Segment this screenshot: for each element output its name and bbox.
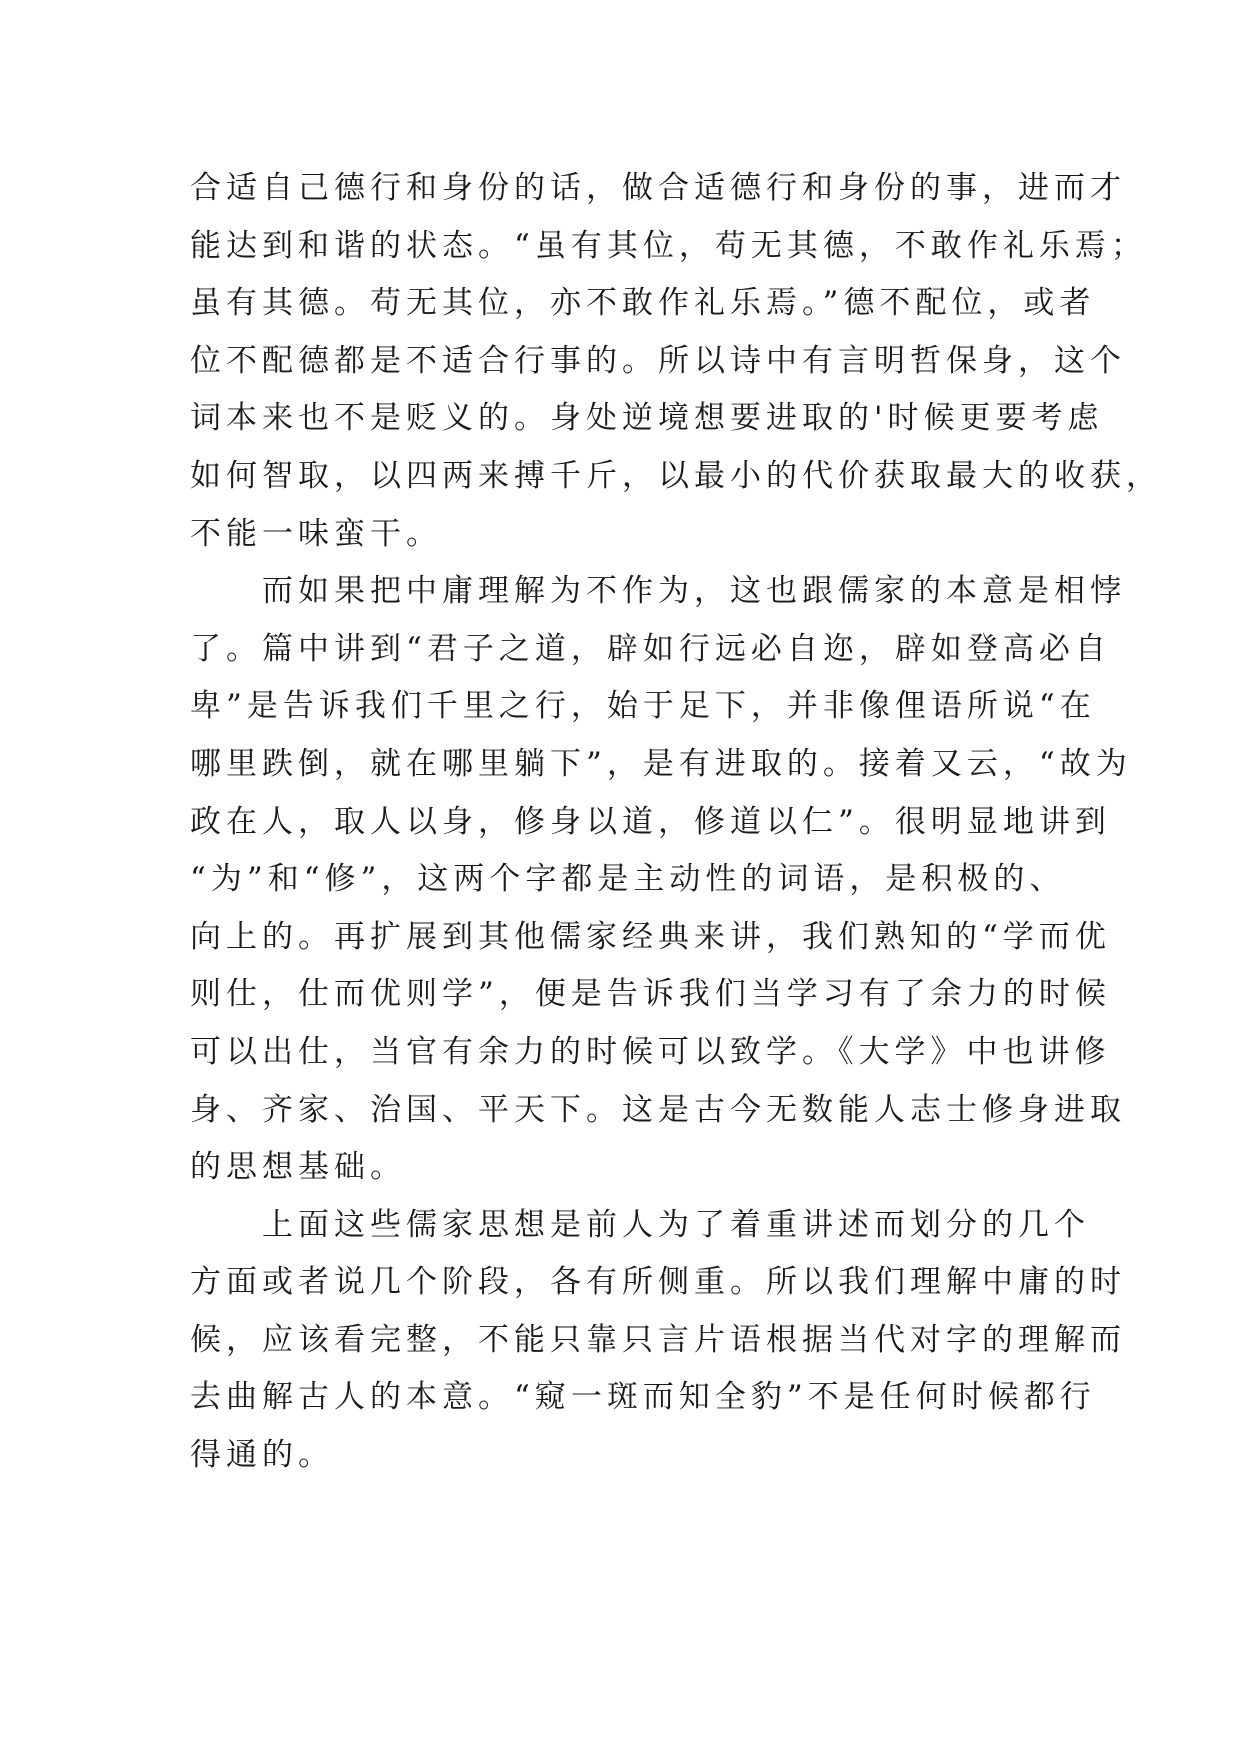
- text-line: 得通的。: [190, 1437, 334, 1474]
- text-line: 能达到和谐的状态。“虽有其位，苟无其德，不敢作礼乐焉；: [190, 227, 1147, 264]
- text-line: 去曲解古人的本意。“窥一斑而知全豹”不是任何时候都行: [190, 1379, 1096, 1416]
- text-line: 候，应该看完整，不能只靠只言片语根据当代对字的理解而: [190, 1321, 1126, 1358]
- text-line: 如何智取，以四两来搏千斤，以最小的代价获取最大的收获，: [190, 457, 1162, 494]
- text-line: 身、齐家、治国、平天下。这是古今无数能人志士修身进取: [190, 1091, 1126, 1128]
- text-line: 卑”是告诉我们千里之行，始于足下，并非像俚语所说“在: [190, 688, 1096, 725]
- text-line: 了。篇中讲到“君子之道，辟如行远必自迩，辟如登高必自: [190, 630, 1111, 667]
- text-line: 向上的。再扩展到其他儒家经典来讲，我们熟知的“学而优: [190, 918, 1111, 955]
- body-text: [190, 160, 1162, 1485]
- text-line: 则仕，仕而优则学”，便是告诉我们当学习有了余力的时候: [190, 976, 1111, 1013]
- text-line: 上面这些儒家思想是前人为了着重讲述而划分的几个: [190, 1206, 1090, 1243]
- text-line: 的思想基础。: [190, 1149, 406, 1186]
- text-line: “为”和“修”，这两个字都是主动性的词语，是积极的、: [190, 861, 1066, 898]
- text-line: 哪里跌倒，就在哪里躺下”，是有进取的。接着又云，“故为: [190, 745, 1132, 782]
- text-line: 方面或者说几个阶段，各有所侧重。所以我们理解中庸的时: [190, 1264, 1126, 1301]
- text-line: 位不配德都是不适合行事的。所以诗中有言明哲保身，这个: [190, 342, 1126, 379]
- text-line: 不能一味蛮干。: [190, 515, 442, 552]
- text-line: 可以出仕，当官有余力的时候可以致学。《大学》中也讲修: [190, 1033, 1111, 1070]
- text-line: 合适自己德行和身份的话，做合适德行和身份的事，进而才: [190, 170, 1126, 206]
- text-line: 政在人，取人以身，修身以道，修道以仁”。很明显地讲到: [190, 803, 1111, 840]
- text-line: 而如果把中庸理解为不作为，这也跟儒家的本意是相悖: [190, 573, 1126, 610]
- text-line: 词本来也不是贬义的。身处逆境想要进取的'时候更要考虑: [190, 400, 1104, 437]
- text-line: 虽有其德。苟无其位，亦不敢作礼乐焉。”德不配位，或者: [190, 285, 1096, 322]
